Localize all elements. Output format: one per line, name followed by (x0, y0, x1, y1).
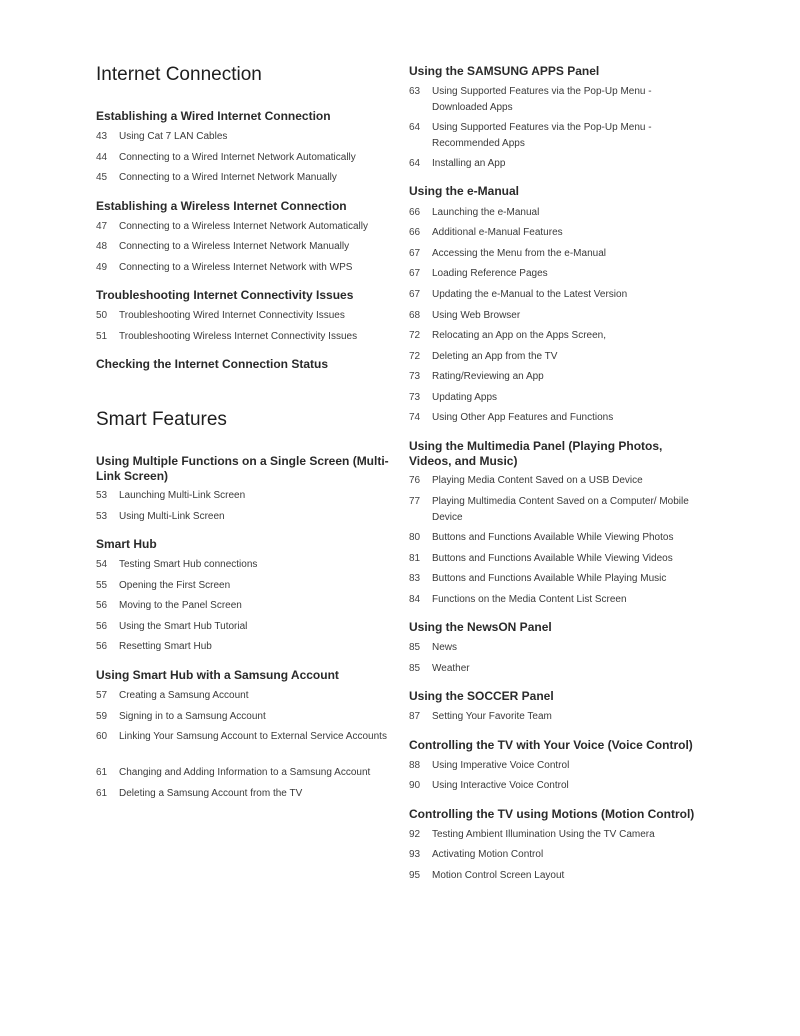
toc-entry[interactable] (96, 639, 396, 655)
section-heading: Controlling the TV with Your Voice (Voice Control) (409, 738, 693, 752)
entry-title: Using Other App Features and Functions (432, 412, 614, 423)
section-heading: Establishing a Wired Internet Connection (96, 109, 331, 123)
entry-title: Troubleshooting Wireless Internet Connectivity Issues (119, 331, 358, 342)
section-heading-link[interactable]: Checking the Internet Connection Status (96, 357, 329, 371)
toc-entry[interactable] (409, 410, 709, 426)
page-number: 72 (409, 330, 421, 341)
entry-title: Additional e-Manual Features (432, 227, 563, 238)
section-heading: Using Multiple Functions on a Single Screen (Multi-Link Screen) (96, 454, 389, 483)
toc-entry[interactable] (409, 778, 709, 794)
page-number: 76 (409, 475, 421, 486)
entry-title: Deleting a Samsung Account from the TV (119, 788, 303, 799)
entry-title: Buttons and Functions Available While Viewing Videos (432, 553, 673, 564)
toc-entry[interactable] (409, 827, 709, 843)
page-number: 67 (409, 268, 421, 279)
entry-title: Creating a Samsung Account (119, 690, 249, 701)
toc-entry[interactable] (96, 765, 396, 781)
page-number: 64 (409, 158, 421, 169)
page-number: 53 (96, 490, 108, 501)
toc-entry[interactable] (96, 308, 396, 324)
entry-title: Using Cat 7 LAN Cables (119, 131, 228, 142)
entry-title: Testing Smart Hub connections (119, 559, 258, 570)
page-number: 64 (409, 122, 421, 133)
section-heading: Using the Multimedia Panel (Playing Photos, Videos, and Music) (409, 439, 663, 468)
page-number: 43 (96, 131, 108, 142)
toc-entry[interactable] (96, 129, 396, 145)
toc-entry[interactable] (96, 786, 396, 802)
page-number: 85 (409, 663, 421, 674)
page-number: 95 (409, 870, 421, 881)
entry-title: Using Interactive Voice Control (432, 780, 569, 791)
toc-entry[interactable] (96, 598, 396, 614)
entry-title: Relocating an App on the Apps Screen, (432, 330, 607, 341)
page-number: 47 (96, 221, 108, 232)
page-number: 48 (96, 241, 108, 252)
page-number: 81 (409, 553, 421, 564)
entry-title: Activating Motion Control (432, 849, 544, 860)
entry-title: Deleting an App from the TV (432, 351, 558, 362)
page-number: 60 (96, 731, 108, 742)
toc-entry[interactable] (409, 308, 709, 324)
entry-title: Updating Apps (432, 392, 498, 403)
toc-entry[interactable] (409, 156, 709, 172)
page-number: 56 (96, 621, 108, 632)
toc-entry[interactable] (409, 571, 709, 587)
page-number: 68 (409, 310, 421, 321)
toc-entry[interactable] (409, 473, 709, 489)
page-number: 63 (409, 86, 421, 97)
toc-entry[interactable] (409, 709, 709, 725)
toc-entry[interactable] (409, 246, 709, 262)
toc-entry[interactable] (409, 369, 709, 385)
entry-title: Resetting Smart Hub (119, 641, 212, 652)
entry-title: Functions on the Media Content List Screen (432, 594, 627, 605)
entry-title: Opening the First Screen (119, 580, 231, 591)
page-number: 84 (409, 594, 421, 605)
toc-entry[interactable] (409, 84, 709, 115)
section-heading: Using the e-Manual (409, 184, 520, 198)
toc-entry[interactable] (409, 847, 709, 863)
page-number: 56 (96, 641, 108, 652)
toc-entry[interactable] (409, 494, 709, 525)
toc-entry[interactable] (409, 287, 709, 303)
entry-title: Testing Ambient Illumination Using the TV Camera (432, 829, 655, 840)
entry-title: Changing and Adding Information to a Samsung Account (119, 767, 371, 778)
toc-entry[interactable] (96, 170, 396, 186)
toc-entry[interactable] (96, 557, 396, 573)
section-heading: Controlling the TV using Motions (Motion Control) (409, 807, 695, 821)
page-number: 73 (409, 392, 421, 403)
page-number: 61 (96, 788, 108, 799)
entry-title: Connecting to a Wireless Internet Network Manually (119, 241, 350, 252)
page-number: 57 (96, 690, 108, 701)
entry-title: Rating/Reviewing an App (432, 371, 544, 382)
entry-title: Buttons and Functions Available While Playing Music (432, 573, 667, 584)
entry-title: Using Web Browser (432, 310, 521, 321)
page-number: 80 (409, 532, 421, 543)
entry-title: Setting Your Favorite Team (432, 711, 552, 722)
section-heading: Smart Hub (96, 537, 157, 551)
entry-title: Troubleshooting Wired Internet Connectivity Issues (119, 310, 345, 321)
entry-title: Using the Smart Hub Tutorial (119, 621, 248, 632)
page-number: 66 (409, 227, 421, 238)
toc-entry[interactable] (409, 640, 709, 656)
toc-entry[interactable] (409, 592, 709, 608)
section-heading: Using the SOCCER Panel (409, 689, 554, 703)
toc-entry[interactable] (409, 205, 709, 221)
page-number: 50 (96, 310, 108, 321)
toc-entry[interactable] (409, 390, 709, 406)
page-number: 90 (409, 780, 421, 791)
entry-title: Connecting to a Wireless Internet Network Automatically (119, 221, 368, 232)
section-heading: Using the NewsON Panel (409, 620, 552, 634)
entry-title: Connecting to a Wired Internet Network Automatically (119, 152, 356, 163)
toc-entry[interactable] (96, 488, 396, 504)
toc-entry[interactable] (96, 729, 396, 745)
page-number: 87 (409, 711, 421, 722)
chapter-title-smart-features: Smart Features (96, 409, 227, 430)
page-number: 88 (409, 760, 421, 771)
page-number: 49 (96, 262, 108, 273)
page-number: 59 (96, 711, 108, 722)
page-number: 83 (409, 573, 421, 584)
toc-entry[interactable] (96, 219, 396, 235)
entry-title: Playing Media Content Saved on a USB Device (432, 475, 643, 486)
entry-title: Accessing the Menu from the e-Manual (432, 248, 606, 259)
page-number: 45 (96, 172, 108, 183)
toc-entry[interactable] (409, 266, 709, 282)
toc-entry[interactable] (96, 150, 396, 166)
toc-entry[interactable] (96, 329, 396, 345)
toc-entry[interactable] (409, 661, 709, 677)
entry-title: Using Supported Features via the Pop-Up Menu - Recommended Apps (432, 122, 652, 149)
page-number: 54 (96, 559, 108, 570)
entry-title: Buttons and Functions Available While Viewing Photos (432, 532, 674, 543)
entry-title: Motion Control Screen Layout (432, 870, 565, 881)
entry-title: Launching Multi-Link Screen (119, 490, 246, 501)
entry-title: Loading Reference Pages (432, 268, 548, 279)
toc-entry[interactable] (96, 260, 396, 276)
entry-title: Installing an App (432, 158, 506, 169)
entry-title: Using Multi-Link Screen (119, 511, 225, 522)
entry-title: Weather (432, 663, 470, 674)
page-number: 85 (409, 642, 421, 653)
page-number: 56 (96, 600, 108, 611)
entry-title: News (432, 642, 458, 653)
toc-entry[interactable] (409, 530, 709, 546)
entry-title: Using Imperative Voice Control (432, 760, 570, 771)
toc-entry[interactable] (409, 328, 709, 344)
section-heading: Using Smart Hub with a Samsung Account (96, 668, 339, 682)
page-number: 61 (96, 767, 108, 778)
entry-title: Using Supported Features via the Pop-Up Menu - Downloaded Apps (432, 86, 652, 113)
entry-title: Launching the e-Manual (432, 207, 540, 218)
page-number: 67 (409, 248, 421, 259)
page-number: 93 (409, 849, 421, 860)
entry-title: Connecting to a Wireless Internet Network with WPS (119, 262, 353, 273)
entry-title: Signing in to a Samsung Account (119, 711, 266, 722)
page-number: 51 (96, 331, 108, 342)
toc-entry[interactable] (409, 120, 709, 151)
toc-entry[interactable] (96, 688, 396, 704)
toc-entry[interactable] (96, 578, 396, 594)
entry-title: Moving to the Panel Screen (119, 600, 242, 611)
entry-title: Updating the e-Manual to the Latest Version (432, 289, 628, 300)
page-number: 44 (96, 152, 108, 163)
page-number: 67 (409, 289, 421, 300)
toc-entry[interactable] (409, 349, 709, 365)
page-number: 72 (409, 351, 421, 362)
chapter-title-internet-connection: Internet Connection (96, 64, 262, 85)
page-number: 92 (409, 829, 421, 840)
toc-entry[interactable] (96, 709, 396, 725)
section-heading: Establishing a Wireless Internet Connection (96, 199, 347, 213)
toc-entry[interactable] (96, 239, 396, 255)
toc-entry[interactable] (96, 509, 396, 525)
section-heading: Using the SAMSUNG APPS Panel (409, 64, 600, 78)
page-number: 74 (409, 412, 421, 423)
toc-entry[interactable] (409, 758, 709, 774)
page-number: 53 (96, 511, 108, 522)
entry-title: Connecting to a Wired Internet Network Manually (119, 172, 337, 183)
page-number: 77 (409, 496, 421, 507)
entry-title: Playing Multimedia Content Saved on a Computer/ Mobile Device (432, 496, 689, 523)
entry-title: Linking Your Samsung Account to External Service Accounts (119, 731, 387, 742)
page-number: 55 (96, 580, 108, 591)
section-heading: Troubleshooting Internet Connectivity Issues (96, 288, 354, 302)
toc-entry[interactable] (409, 225, 709, 241)
toc-entry[interactable] (409, 551, 709, 567)
page-number: 66 (409, 207, 421, 218)
toc-entry[interactable] (96, 619, 396, 635)
page-number: 73 (409, 371, 421, 382)
toc-entry[interactable] (409, 868, 709, 884)
